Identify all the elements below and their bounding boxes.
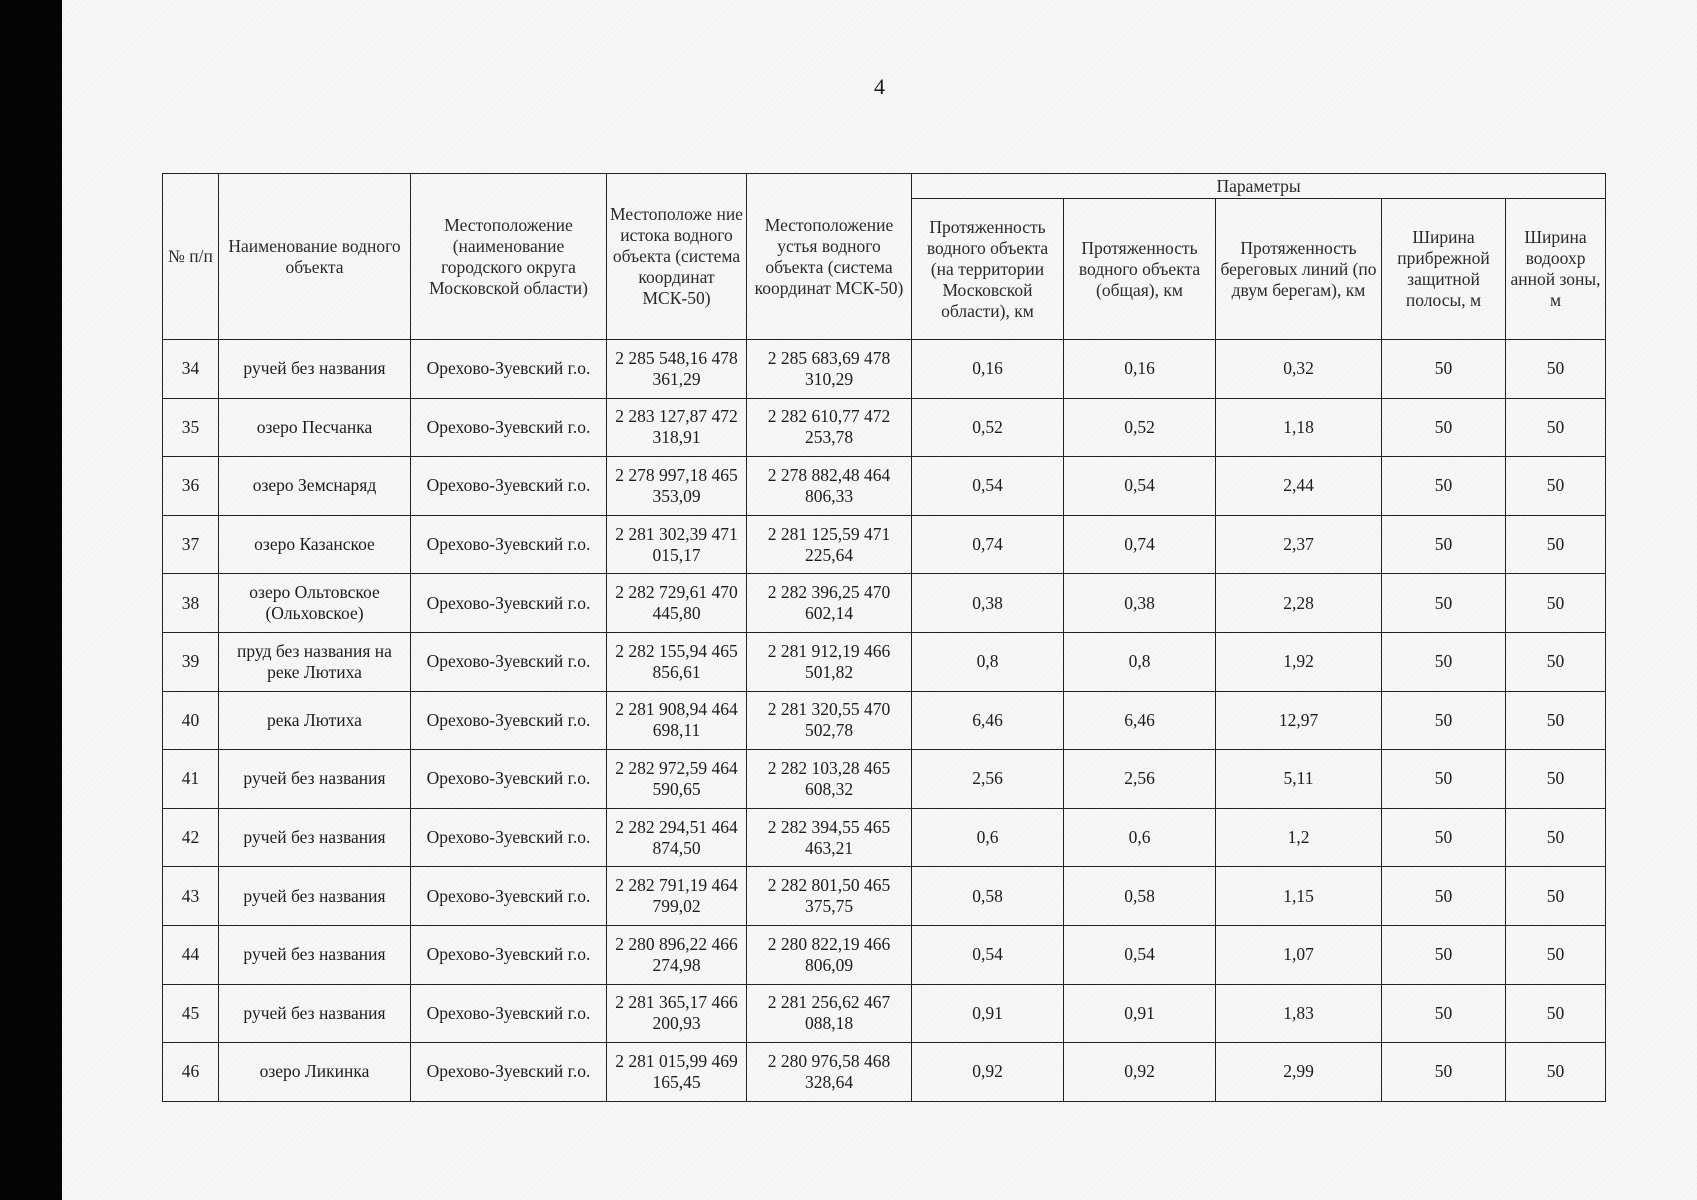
table-row: [163, 398, 1606, 457]
table-row: [163, 750, 1606, 809]
cell-location: Орехово-Зуевский г.о.: [411, 398, 607, 457]
cell-shoreline: 5,11: [1216, 750, 1382, 809]
cell-length-total: 0,74: [1064, 515, 1216, 574]
table-body: [163, 340, 1606, 1102]
cell-num: 36: [163, 457, 219, 516]
cell-length-total: 0,92: [1064, 1043, 1216, 1102]
cell-length-total: 0,91: [1064, 984, 1216, 1043]
cell-source: 2 282 972,59 464 590,65: [607, 750, 747, 809]
cell-source: 2 282 791,19 464 799,02: [607, 867, 747, 926]
table-row: [163, 984, 1606, 1043]
col-header-length-total: Протяженность водного объекта (общая), км: [1064, 199, 1216, 340]
cell-name: озеро Песчанка: [219, 398, 411, 457]
table-row: [163, 632, 1606, 691]
header-row: [163, 174, 1606, 199]
cell-length-total: 0,54: [1064, 925, 1216, 984]
table-row: [163, 457, 1606, 516]
cell-shoreline: 2,99: [1216, 1043, 1382, 1102]
cell-shoreline: 12,97: [1216, 691, 1382, 750]
cell-name: ручей без названия: [219, 925, 411, 984]
cell-length-mo: 0,92: [912, 1043, 1064, 1102]
cell-shoreline: 1,92: [1216, 632, 1382, 691]
cell-num: 37: [163, 515, 219, 574]
cell-mouth: 2 281 912,19 466 501,82: [747, 632, 912, 691]
cell-coastal-strip: 50: [1382, 398, 1506, 457]
cell-source: 2 281 302,39 471 015,17: [607, 515, 747, 574]
cell-shoreline: 1,2: [1216, 808, 1382, 867]
cell-num: 35: [163, 398, 219, 457]
cell-length-total: 0,8: [1064, 632, 1216, 691]
table-row: [163, 574, 1606, 633]
cell-num: 38: [163, 574, 219, 633]
cell-protection-zone: 50: [1506, 340, 1606, 399]
cell-length-mo: 0,52: [912, 398, 1064, 457]
cell-protection-zone: 50: [1506, 632, 1606, 691]
cell-shoreline: 1,15: [1216, 867, 1382, 926]
cell-length-mo: 0,54: [912, 925, 1064, 984]
cell-length-total: 0,38: [1064, 574, 1216, 633]
cell-shoreline: 1,18: [1216, 398, 1382, 457]
cell-location: Орехово-Зуевский г.о.: [411, 574, 607, 633]
cell-name: ручей без названия: [219, 750, 411, 809]
cell-mouth: 2 282 103,28 465 608,32: [747, 750, 912, 809]
cell-name: пруд без названия на реке Лютиха: [219, 632, 411, 691]
col-header-name: Наименование водного объекта: [219, 174, 411, 340]
cell-length-total: 0,16: [1064, 340, 1216, 399]
cell-source: 2 280 896,22 466 274,98: [607, 925, 747, 984]
cell-coastal-strip: 50: [1382, 340, 1506, 399]
col-header-length-mo: Протяженность водного объекта (на территории Московской области), км: [912, 199, 1064, 340]
cell-coastal-strip: 50: [1382, 750, 1506, 809]
cell-num: 40: [163, 691, 219, 750]
cell-source: 2 278 997,18 465 353,09: [607, 457, 747, 516]
cell-source: 2 282 155,94 465 856,61: [607, 632, 747, 691]
cell-num: 41: [163, 750, 219, 809]
document-page: [62, 0, 1697, 1200]
cell-mouth: 2 282 394,55 465 463,21: [747, 808, 912, 867]
col-header-num: № п/п: [163, 174, 219, 340]
cell-coastal-strip: 50: [1382, 632, 1506, 691]
cell-name: ручей без названия: [219, 340, 411, 399]
cell-location: Орехово-Зуевский г.о.: [411, 925, 607, 984]
cell-location: Орехово-Зуевский г.о.: [411, 340, 607, 399]
cell-location: Орехово-Зуевский г.о.: [411, 808, 607, 867]
cell-mouth: 2 280 822,19 466 806,09: [747, 925, 912, 984]
table-row: [163, 867, 1606, 926]
cell-shoreline: 2,28: [1216, 574, 1382, 633]
cell-source: 2 282 294,51 464 874,50: [607, 808, 747, 867]
cell-source: 2 281 015,99 469 165,45: [607, 1043, 747, 1102]
cell-shoreline: 2,37: [1216, 515, 1382, 574]
cell-name: река Лютиха: [219, 691, 411, 750]
cell-coastal-strip: 50: [1382, 925, 1506, 984]
cell-source: 2 285 548,16 478 361,29: [607, 340, 747, 399]
cell-length-mo: 2,56: [912, 750, 1064, 809]
table-row: [163, 1043, 1606, 1102]
cell-protection-zone: 50: [1506, 457, 1606, 516]
cell-length-mo: 0,6: [912, 808, 1064, 867]
cell-mouth: 2 282 610,77 472 253,78: [747, 398, 912, 457]
cell-source: 2 283 127,87 472 318,91: [607, 398, 747, 457]
cell-location: Орехово-Зуевский г.о.: [411, 1043, 607, 1102]
scan-edge: [0, 0, 62, 1200]
cell-mouth: 2 280 976,58 468 328,64: [747, 1043, 912, 1102]
cell-num: 44: [163, 925, 219, 984]
cell-coastal-strip: 50: [1382, 515, 1506, 574]
cell-length-mo: 0,38: [912, 574, 1064, 633]
cell-num: 34: [163, 340, 219, 399]
col-header-source: Местоположе ние истока водного объекта (система координат МСК-50): [607, 174, 747, 340]
table-row: [163, 691, 1606, 750]
cell-source: 2 282 729,61 470 445,80: [607, 574, 747, 633]
cell-mouth: 2 281 256,62 467 088,18: [747, 984, 912, 1043]
cell-protection-zone: 50: [1506, 515, 1606, 574]
col-header-mouth: Местоположение устья водного объекта (система координат МСК-50): [747, 174, 912, 340]
cell-length-mo: 0,54: [912, 457, 1064, 516]
cell-coastal-strip: 50: [1382, 867, 1506, 926]
cell-mouth: 2 278 882,48 464 806,33: [747, 457, 912, 516]
cell-name: ручей без названия: [219, 808, 411, 867]
table-row: [163, 925, 1606, 984]
cell-protection-zone: 50: [1506, 691, 1606, 750]
water-objects-table: [162, 173, 1606, 1102]
cell-length-mo: 0,74: [912, 515, 1064, 574]
cell-coastal-strip: 50: [1382, 984, 1506, 1043]
cell-shoreline: 0,32: [1216, 340, 1382, 399]
cell-mouth: 2 282 801,50 465 375,75: [747, 867, 912, 926]
cell-location: Орехово-Зуевский г.о.: [411, 515, 607, 574]
col-header-shoreline: Протяженность береговых линий (по двум берегам), км: [1216, 199, 1382, 340]
cell-location: Орехово-Зуевский г.о.: [411, 691, 607, 750]
cell-source: 2 281 908,94 464 698,11: [607, 691, 747, 750]
cell-length-mo: 0,91: [912, 984, 1064, 1043]
cell-name: озеро Земснаряд: [219, 457, 411, 516]
cell-protection-zone: 50: [1506, 1043, 1606, 1102]
cell-length-total: 0,6: [1064, 808, 1216, 867]
cell-name: ручей без названия: [219, 867, 411, 926]
cell-length-total: 0,54: [1064, 457, 1216, 516]
cell-name: озеро Ликинка: [219, 1043, 411, 1102]
cell-length-mo: 6,46: [912, 691, 1064, 750]
cell-num: 45: [163, 984, 219, 1043]
cell-protection-zone: 50: [1506, 574, 1606, 633]
table-row: [163, 340, 1606, 399]
cell-coastal-strip: 50: [1382, 457, 1506, 516]
cell-shoreline: 2,44: [1216, 457, 1382, 516]
cell-mouth: 2 281 320,55 470 502,78: [747, 691, 912, 750]
col-header-coastal-strip: Ширина прибрежной защитной полосы, м: [1382, 199, 1506, 340]
page-number: 4: [874, 74, 885, 99]
cell-name: озеро Ольтовское (Ольховское): [219, 574, 411, 633]
cell-length-total: 6,46: [1064, 691, 1216, 750]
cell-length-mo: 0,8: [912, 632, 1064, 691]
cell-location: Орехово-Зуевский г.о.: [411, 632, 607, 691]
cell-location: Орехово-Зуевский г.о.: [411, 867, 607, 926]
cell-mouth: 2 282 396,25 470 602,14: [747, 574, 912, 633]
cell-length-mo: 0,58: [912, 867, 1064, 926]
cell-protection-zone: 50: [1506, 867, 1606, 926]
cell-protection-zone: 50: [1506, 750, 1606, 809]
cell-name: ручей без названия: [219, 984, 411, 1043]
cell-location: Орехово-Зуевский г.о.: [411, 457, 607, 516]
cell-coastal-strip: 50: [1382, 574, 1506, 633]
col-header-params: Параметры: [912, 174, 1606, 199]
cell-location: Орехово-Зуевский г.о.: [411, 984, 607, 1043]
cell-shoreline: 1,07: [1216, 925, 1382, 984]
cell-coastal-strip: 50: [1382, 691, 1506, 750]
col-header-protection-zone: Ширина водоохр анной зоны, м: [1506, 199, 1606, 340]
cell-coastal-strip: 50: [1382, 1043, 1506, 1102]
cell-length-total: 0,52: [1064, 398, 1216, 457]
cell-location: Орехово-Зуевский г.о.: [411, 750, 607, 809]
cell-num: 43: [163, 867, 219, 926]
cell-coastal-strip: 50: [1382, 808, 1506, 867]
cell-protection-zone: 50: [1506, 398, 1606, 457]
cell-protection-zone: 50: [1506, 984, 1606, 1043]
col-header-location: Местоположение (наименование городского округа Московской области): [411, 174, 607, 340]
cell-length-mo: 0,16: [912, 340, 1064, 399]
table-row: [163, 808, 1606, 867]
cell-protection-zone: 50: [1506, 925, 1606, 984]
cell-num: 42: [163, 808, 219, 867]
cell-length-total: 2,56: [1064, 750, 1216, 809]
cell-length-total: 0,58: [1064, 867, 1216, 926]
cell-shoreline: 1,83: [1216, 984, 1382, 1043]
cell-protection-zone: 50: [1506, 808, 1606, 867]
cell-num: 46: [163, 1043, 219, 1102]
cell-num: 39: [163, 632, 219, 691]
cell-name: озеро Казанское: [219, 515, 411, 574]
table-row: [163, 515, 1606, 574]
cell-mouth: 2 281 125,59 471 225,64: [747, 515, 912, 574]
cell-source: 2 281 365,17 466 200,93: [607, 984, 747, 1043]
cell-mouth: 2 285 683,69 478 310,29: [747, 340, 912, 399]
